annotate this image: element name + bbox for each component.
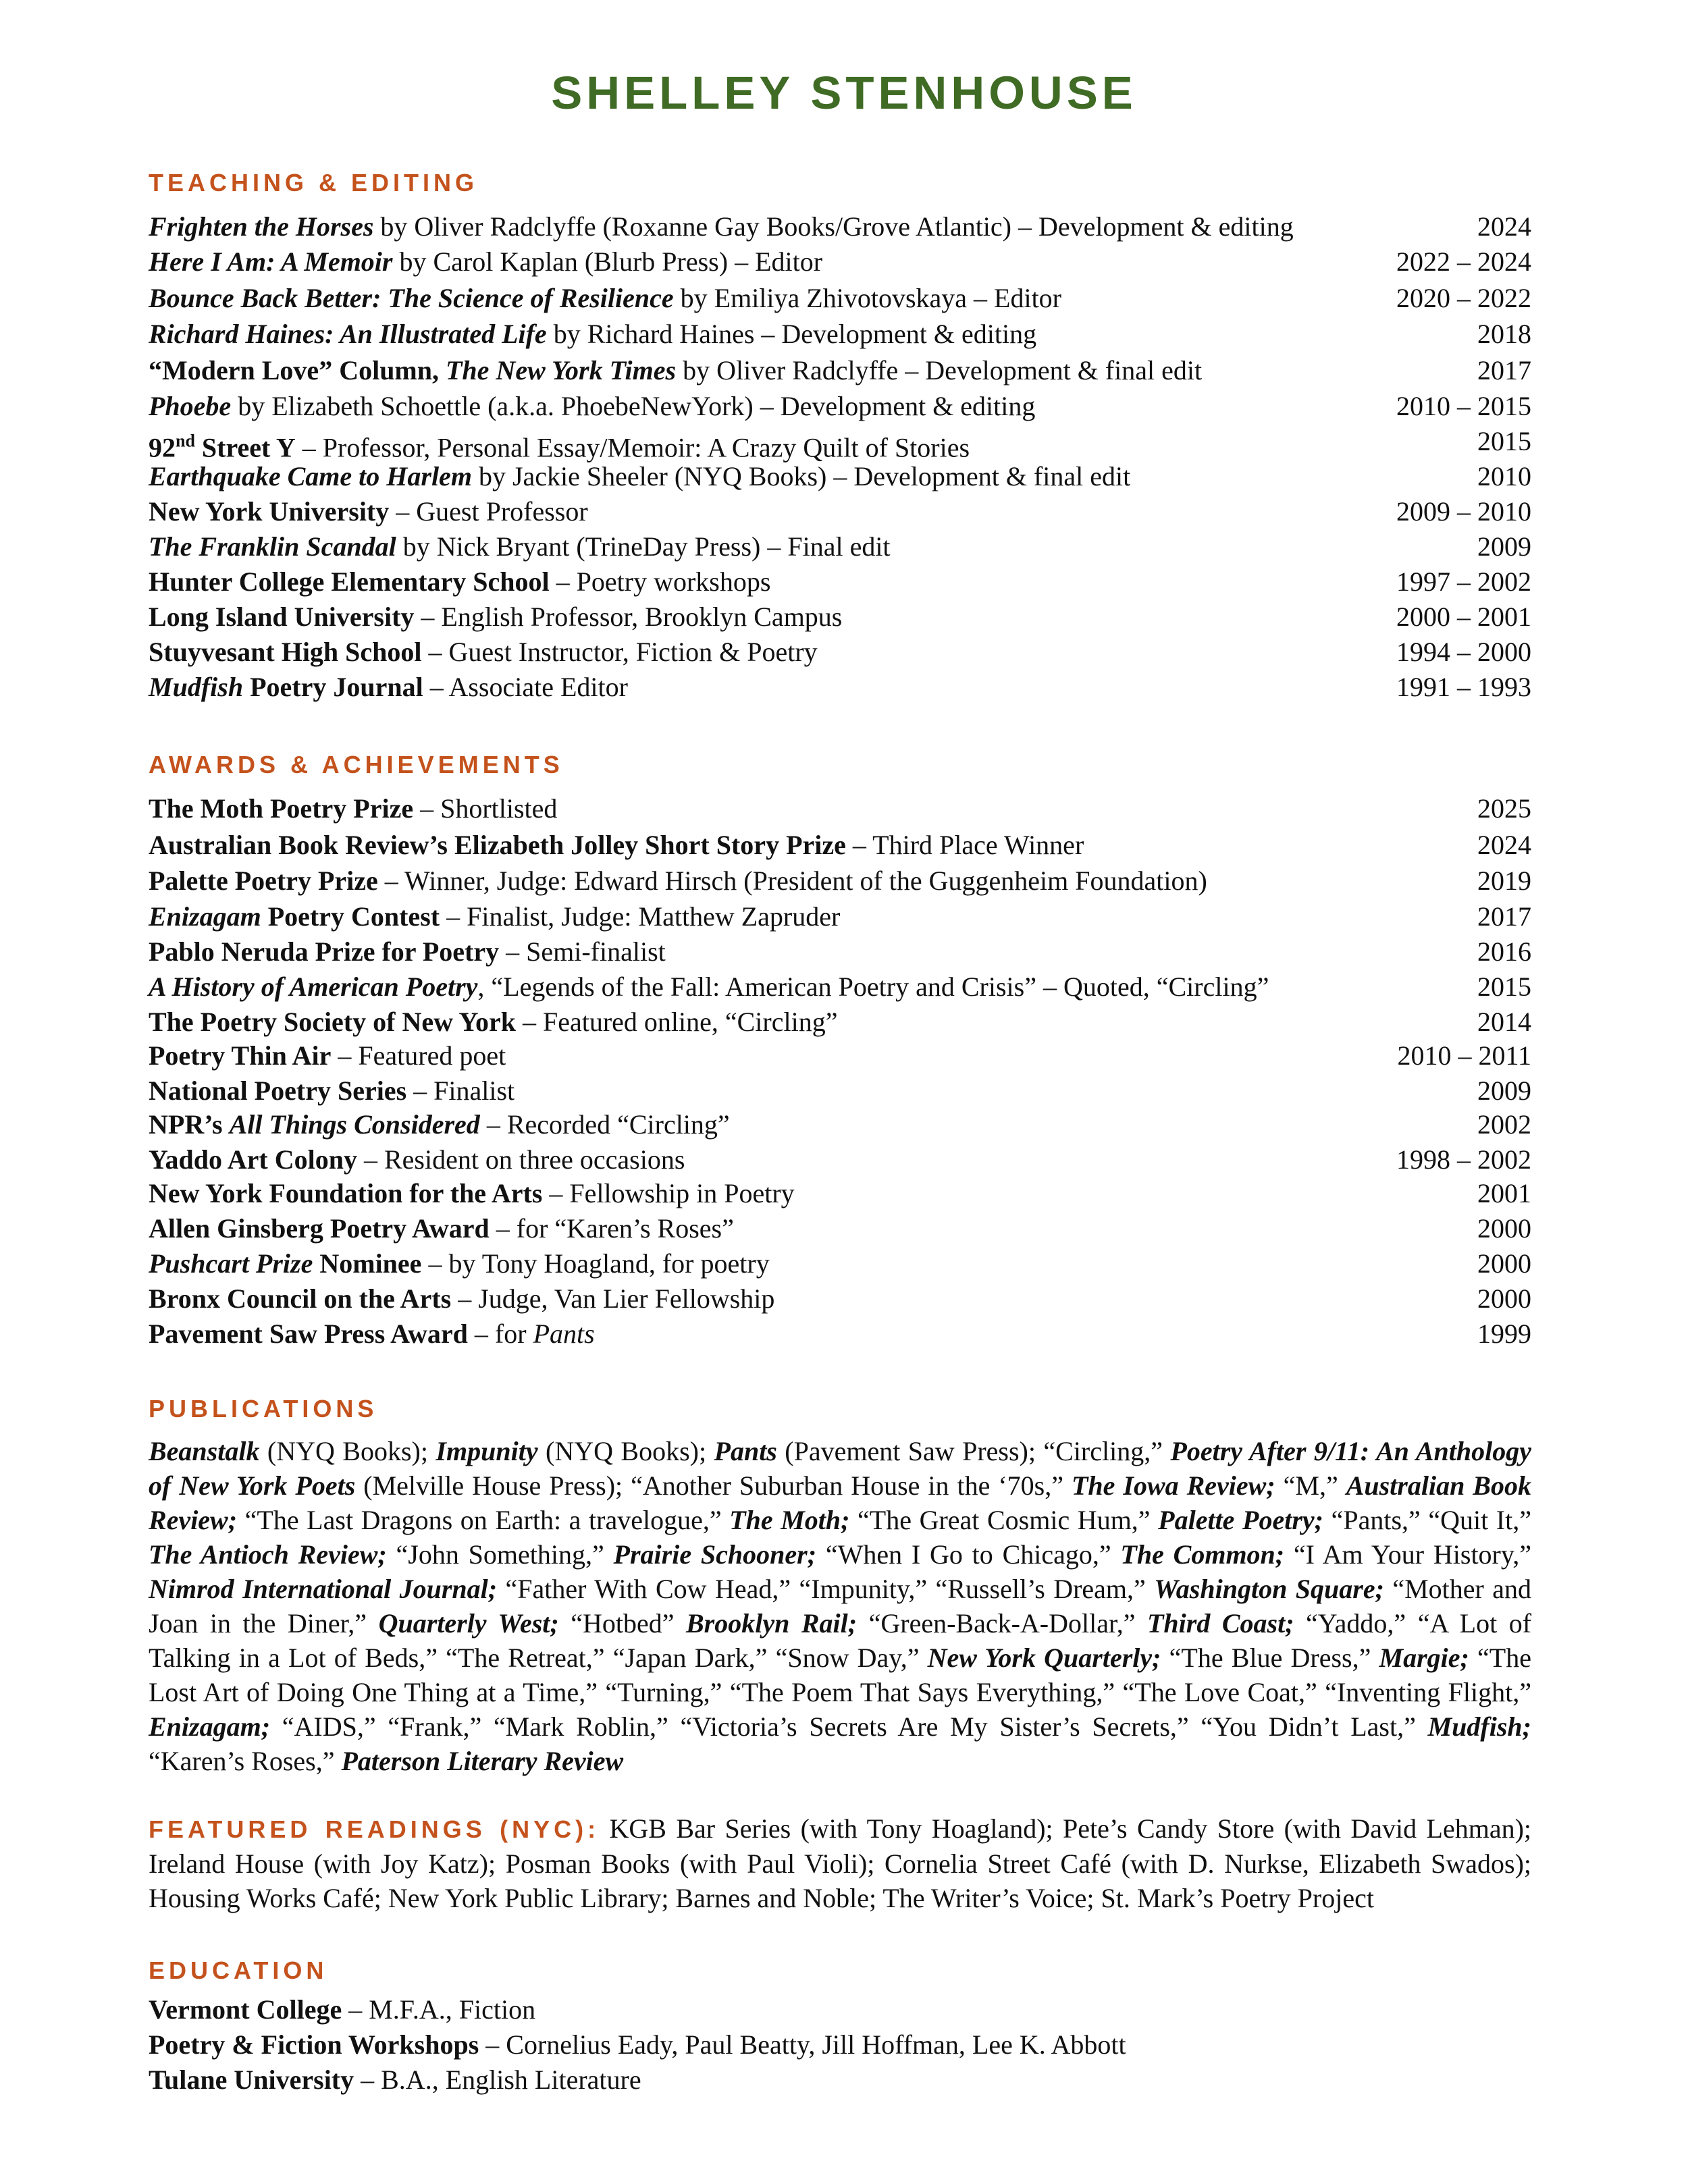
publication-title: Impunity	[436, 1436, 538, 1466]
publication-title: Mudfish;	[1427, 1711, 1531, 1742]
publication-text: (NYQ Books);	[259, 1436, 436, 1466]
publication-text: “Hotbed”	[558, 1608, 686, 1639]
education-row: Tulane University – B.A., English Literature	[149, 2065, 641, 2095]
year: 2009	[1477, 1075, 1531, 1106]
teaching-row: Frighten the Horses by Oliver Radclyffe (Roxanne Gay Books/Grove Atlantic) – Development & editing 2024	[149, 209, 1531, 244]
publication-text: (NYQ Books);	[537, 1436, 714, 1466]
publication-text: “I Am Your History,”	[1284, 1539, 1532, 1570]
publication-text: (Pavement Saw Press); “Circling,”	[776, 1436, 1171, 1466]
publication-text: “AIDS,” “Frank,” “Mark Roblin,” “Victoria’s Secrets Are My Sister’s Secrets,” “You Didn’t Last,”	[270, 1711, 1428, 1742]
publication-title: Beanstalk	[149, 1436, 260, 1466]
awards-heading: AWARDS & ACHIEVEMENTS	[149, 751, 564, 778]
year: 2020 – 2022	[1396, 283, 1531, 313]
publication-title: The Moth;	[729, 1505, 850, 1535]
publication-title: The Iowa Review;	[1071, 1470, 1275, 1501]
year: 1999	[1477, 1319, 1531, 1349]
publication-title: The Antioch Review;	[149, 1539, 387, 1570]
award-row: Palette Poetry Prize – Winner, Judge: Edward Hirsch (President of the Guggenheim Foundation) 2019	[149, 863, 1531, 899]
publication-title: Pants	[714, 1436, 777, 1466]
year: 2016	[1477, 936, 1531, 967]
publication-text: “The Lost Art of Doing One Thing at a Time,” “Turning,” “The Poem That Says Everything,” “The Love Coat,” “Inventing Flight,”	[149, 1643, 1531, 1707]
teaching-row: 92nd Street Y – Professor, Personal Essay/Memoir: A Crazy Quilt of Stories 2015	[149, 424, 1531, 465]
year: 2001	[1477, 1178, 1531, 1208]
teaching-row: Richard Haines: An Illustrated Life by Richard Haines – Development & editing 2018	[149, 317, 1531, 352]
readings-paragraph	[149, 1811, 1531, 1915]
year: 2000 – 2001	[1396, 602, 1531, 632]
year: 1998 – 2002	[1396, 1144, 1531, 1175]
year: 2002	[1477, 1109, 1531, 1140]
award-row: Bronx Council on the Arts – Judge, Van Lier Fellowship 2000	[149, 1281, 1531, 1316]
publication-title: Margie;	[1379, 1643, 1469, 1673]
teaching-row: Phoebe by Elizabeth Schoettle (a.k.a. PhoebeNewYork) – Development & editing 2010 – 2015	[149, 389, 1531, 424]
year: 2019	[1477, 865, 1531, 896]
year: 2017	[1477, 355, 1531, 385]
teaching-heading: TEACHING & EDITING	[149, 169, 479, 196]
year: 2015	[1477, 426, 1531, 456]
education-heading: EDUCATION	[149, 1956, 328, 1984]
teaching-row: New York University – Guest Professor 2009 – 2010	[149, 494, 1531, 529]
teaching-row: Bounce Back Better: The Science of Resilience by Emiliya Zhivotovskaya – Editor 2020 – 2022	[149, 281, 1531, 316]
award-row: New York Foundation for the Arts – Fellowship in Poetry 2001	[149, 1176, 1531, 1211]
publication-text: “Pants,” “Quit It,”	[1323, 1505, 1531, 1535]
teaching-row: Earthquake Came to Harlem by Jackie Sheeler (NYQ Books) – Development & final edit 2010	[149, 459, 1531, 494]
year: 2024	[1477, 211, 1531, 242]
year: 1997 – 2002	[1396, 566, 1531, 597]
publications-heading: PUBLICATIONS	[149, 1395, 378, 1422]
award-row: Poetry Thin Air – Featured poet 2010 – 2011	[149, 1038, 1531, 1073]
readings-heading: FEATURED READINGS (NYC):	[149, 1815, 600, 1843]
award-row: Pablo Neruda Prize for Poetry – Semi-finalist 2016	[149, 934, 1531, 969]
year: 2000	[1477, 1213, 1531, 1244]
education-row: Poetry & Fiction Workshops – Cornelius Eady, Paul Beatty, Jill Hoffman, Lee K. Abbott	[149, 2029, 1126, 2060]
publication-text: “When I Go to Chicago,”	[816, 1539, 1121, 1570]
teaching-row: Here I Am: A Memoir by Carol Kaplan (Blurb Press) – Editor 2022 – 2024	[149, 244, 1531, 279]
year: 2015	[1477, 971, 1531, 1002]
year: 2024	[1477, 830, 1531, 860]
year: 2000	[1477, 1283, 1531, 1314]
year: 2010 – 2015	[1396, 391, 1531, 421]
teaching-row: Mudfish Poetry Journal – Associate Editor 1991 – 1993	[149, 670, 1531, 705]
publication-title: The Common;	[1120, 1539, 1285, 1570]
publication-text: “Karen’s Roses,”	[149, 1746, 342, 1776]
year: 2009 – 2010	[1396, 496, 1531, 527]
publication-text: “Green-Back-A-Dollar,”	[857, 1608, 1147, 1639]
publication-title: Nimrod International Journal;	[149, 1574, 498, 1604]
year: 1991 – 1993	[1396, 672, 1531, 702]
award-row: National Poetry Series – Finalist 2009	[149, 1073, 1531, 1109]
year: 2010	[1477, 461, 1531, 491]
publication-text: “The Great Cosmic Hum,”	[849, 1505, 1159, 1535]
publication-text: “John Something,”	[386, 1539, 614, 1570]
publication-title: Poetry After 9/11: An Anthology of New York Poets	[149, 1436, 1532, 1501]
year: 2022 – 2024	[1396, 246, 1531, 277]
award-row: Pavement Saw Press Award – for Pants 1999	[149, 1316, 1531, 1352]
publication-title: Quarterly West;	[378, 1608, 559, 1639]
readings-text: KGB Bar Series (with Tony Hoagland); Pete’s Candy Store (with David Lehman); Ireland House (with Joy Katz); Posman Books (with Paul Violi); Cornelia Street Café (with D. Nurkse, Elizabeth Swados); Housing Works Café; New York Public Library; Barnes and Noble; The Writer’s Voice; St. Mark’s Poetry Project	[149, 1813, 1532, 1913]
publication-title: Brooklyn Rail;	[685, 1608, 858, 1639]
year: 1994 – 2000	[1396, 637, 1531, 667]
publication-title: Washington Square;	[1154, 1574, 1384, 1604]
award-row: The Moth Poetry Prize – Shortlisted 2025	[149, 791, 1531, 826]
publication-text: “Yaddo,” “A Lot of Talking in a Lot of Beds,” “The Retreat,” “Japan Dark,” “Snow Day,”	[149, 1608, 1532, 1673]
year: 2025	[1477, 793, 1531, 824]
award-row: Yaddo Art Colony – Resident on three occasions 1998 – 2002	[149, 1142, 1531, 1177]
publication-text: “M,”	[1275, 1470, 1346, 1501]
year: 2010 – 2011	[1397, 1040, 1531, 1071]
education-row: Vermont College – M.F.A., Fiction	[149, 1994, 536, 2025]
publication-title: Prairie Schooner;	[613, 1539, 817, 1570]
award-row: A History of American Poetry, “Legends of the Fall: American Poetry and Crisis” – Quoted, “Circling” 2015	[149, 969, 1531, 1005]
award-row: Pushcart Prize Nominee – by Tony Hoagland, for poetry 2000	[149, 1246, 1531, 1281]
year: 2017	[1477, 901, 1531, 932]
year: 2018	[1477, 319, 1531, 349]
page-title: SHELLEY STENHOUSE	[551, 67, 1137, 119]
publication-title: Enizagam;	[149, 1711, 271, 1742]
award-row: Allen Ginsberg Poetry Award – for “Karen’s Roses” 2000	[149, 1211, 1531, 1246]
award-row: NPR’s All Things Considered – Recorded “Circling” 2002	[149, 1107, 1531, 1142]
year: 2000	[1477, 1248, 1531, 1279]
teaching-row: The Franklin Scandal by Nick Bryant (TrineDay Press) – Final edit 2009	[149, 529, 1531, 564]
publication-text: (Melville House Press); “Another Suburban House in the ‘70s,”	[355, 1470, 1072, 1501]
publication-title: Third Coast;	[1146, 1608, 1294, 1639]
award-row: The Poetry Society of New York – Featured online, “Circling” 2014	[149, 1005, 1531, 1040]
publication-title: Paterson Literary Review	[341, 1746, 624, 1776]
publication-text: “The Blue Dress,”	[1161, 1643, 1379, 1673]
year: 2009	[1477, 531, 1531, 562]
publication-text: “Mother and Joan in the Diner,”	[149, 1574, 1532, 1639]
publication-title: New York Quarterly;	[927, 1643, 1161, 1673]
publication-title: Palette Poetry;	[1158, 1505, 1323, 1535]
year: 2014	[1477, 1007, 1531, 1037]
publications-paragraph	[149, 1434, 1531, 1778]
award-row: Australian Book Review’s Elizabeth Jolley Short Story Prize – Third Place Winner 2024	[149, 828, 1531, 863]
award-row: Enizagam Poetry Contest – Finalist, Judge: Matthew Zapruder 2017	[149, 899, 1531, 934]
publication-title: Australian Book Review;	[149, 1470, 1531, 1535]
teaching-row: Stuyvesant High School – Guest Instructor, Fiction & Poetry 1994 – 2000	[149, 635, 1531, 670]
teaching-row: Hunter College Elementary School – Poetry workshops 1997 – 2002	[149, 564, 1531, 600]
teaching-row: “Modern Love” Column, The New York Times by Oliver Radclyffe – Development & final edit 2017	[149, 353, 1531, 388]
publication-text: “The Last Dragons on Earth: a travelogue,”	[237, 1505, 730, 1535]
publication-text: “Father With Cow Head,” “Impunity,” “Russell’s Dream,”	[497, 1574, 1155, 1604]
teaching-row: Long Island University – English Professor, Brooklyn Campus 2000 – 2001	[149, 600, 1531, 635]
